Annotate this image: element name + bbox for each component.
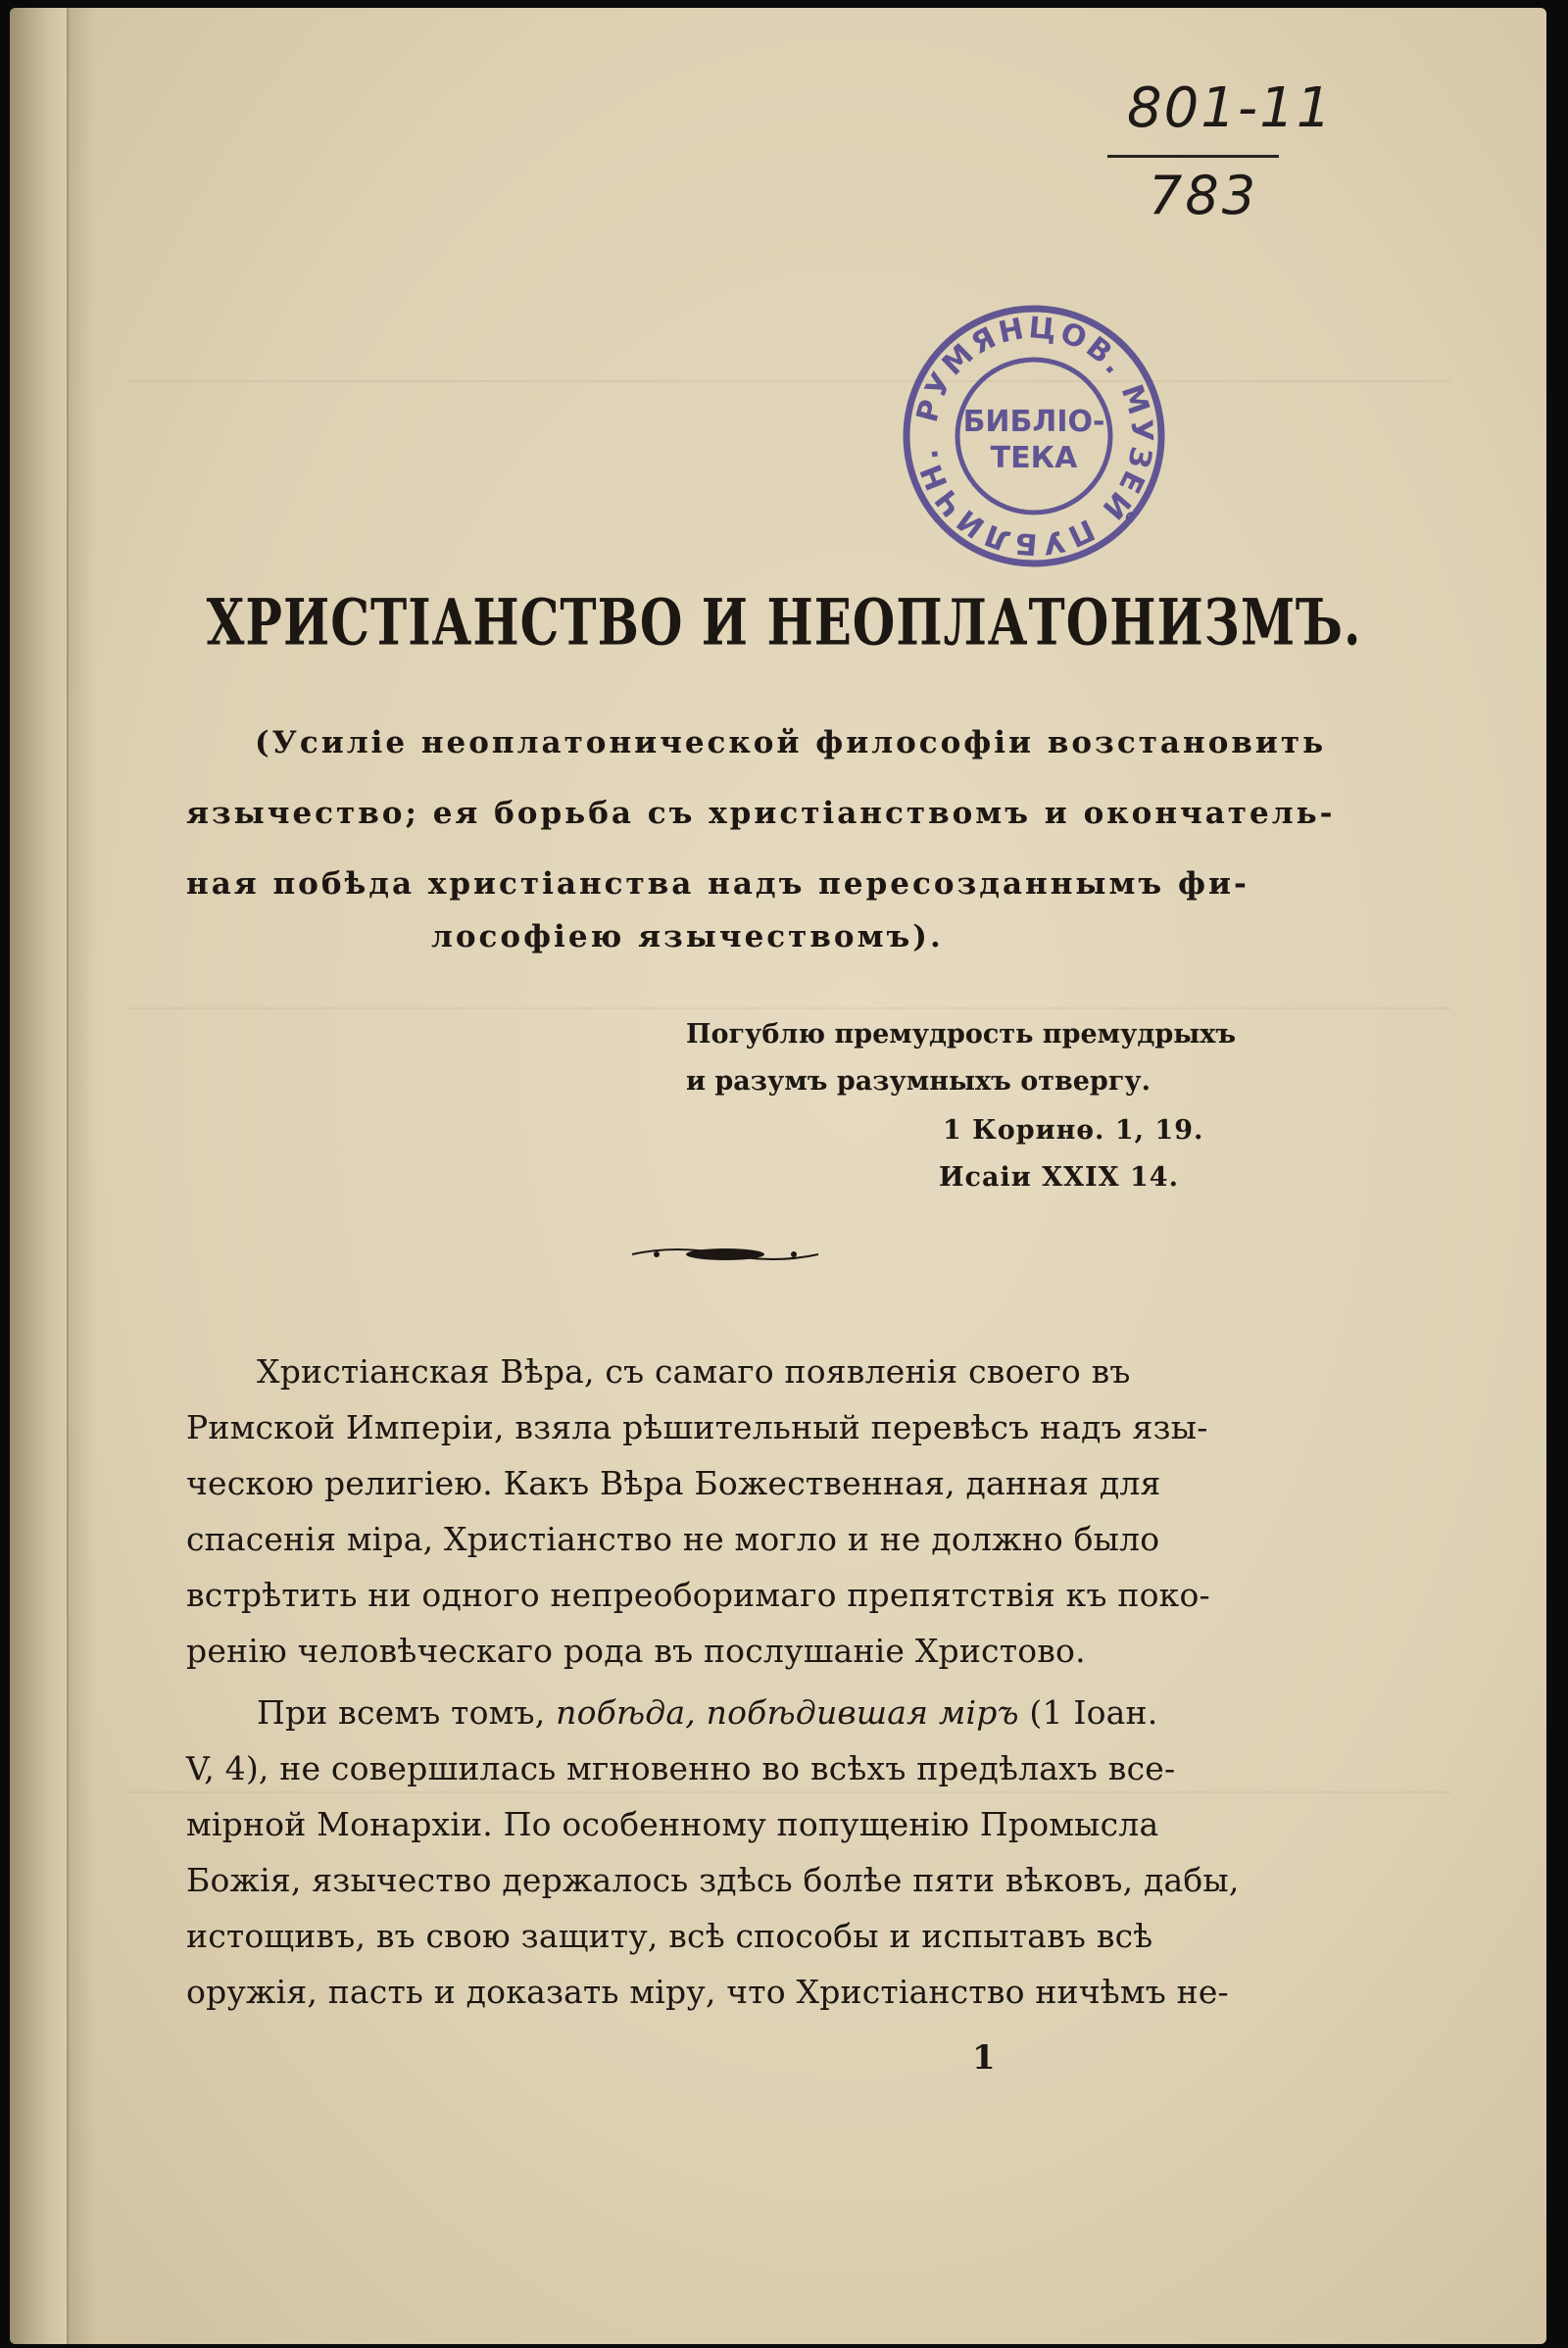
body-line: ренію человѣческаго рода въ послушаніе Христово. xyxy=(186,1632,1086,1670)
stamp-outer-text: РУМЯНЦОВ. МУЗЕЙ ПУБЛИЧН. xyxy=(909,311,1159,562)
subtitle-line: язычество; ея борьба съ христіанствомъ и окончатель- xyxy=(186,796,1336,831)
body-line: истощивъ, въ свою защиту, всѣ способы и испытавъ всѣ xyxy=(186,1917,1153,1955)
body-line: встрѣтить ни одного непреоборимаго препятствія къ поко- xyxy=(186,1576,1210,1614)
page-title: ХРИСТІАНСТВО И НЕОПЛАТОНИЗМЪ. xyxy=(206,584,1362,660)
body-line: V, 4), не совершилась мгновенно во всѣхъ предѣлахъ все- xyxy=(186,1749,1176,1787)
page-number: 1 xyxy=(972,2038,996,2078)
subtitle-line: лософіею язычествомъ). xyxy=(431,919,944,954)
body-line: Римской Имперіи, взяла рѣшительный перевѣсъ надъ язы- xyxy=(186,1408,1208,1446)
subtitle-line: (Усиліе неоплатонической философіи возстановить xyxy=(255,725,1327,760)
shelfmark-bottom: 783 xyxy=(1149,165,1259,226)
epigraph-reference: 1 Коринѳ. 1, 19. xyxy=(943,1115,1204,1146)
italic-quote: побѣда, побѣдившая міръ xyxy=(556,1693,1019,1732)
library-stamp xyxy=(897,299,1171,573)
body-line: спасенія міра, Христіанство не могло и не должно было xyxy=(186,1520,1160,1558)
body-line: Божія, язычество держалось здѣсь болѣе пяти вѣковъ, дабы, xyxy=(186,1861,1240,1899)
body-line: ческою религіею. Какъ Вѣра Божественная, данная для xyxy=(186,1464,1161,1502)
body-line: оружія, пасть и доказать міру, что Христіанство ничѣмъ не- xyxy=(186,1973,1229,2011)
epigraph-line: и разумъ разумныхъ отвергу. xyxy=(686,1066,1152,1097)
body-line: Христіанская Вѣра, съ самаго появленія своего въ xyxy=(257,1352,1131,1391)
subtitle-line: ная побѣда христіанства надъ пересозданнымъ фи- xyxy=(186,866,1250,902)
shelfmark-divider xyxy=(1107,155,1279,158)
stamp-inner-text-2: ТЕКА xyxy=(990,441,1078,475)
ornament-divider xyxy=(627,1243,823,1266)
epigraph-line: Погублю премудрость премудрыхъ xyxy=(686,1019,1237,1050)
body-line: мірной Монархіи. По особенному попущенію Промысла xyxy=(186,1805,1159,1843)
shelfmark-top: 801-11 xyxy=(1127,76,1334,140)
page-binding-edge xyxy=(10,8,69,2344)
body-line-with-quote: При всемъ томъ, побѣда, побѣдившая міръ (1 Іоан. xyxy=(257,1693,1158,1732)
stamp-inner-text-1: БИБЛІО- xyxy=(962,405,1105,439)
epigraph-reference: Исаіи XXIX 14. xyxy=(939,1162,1179,1193)
